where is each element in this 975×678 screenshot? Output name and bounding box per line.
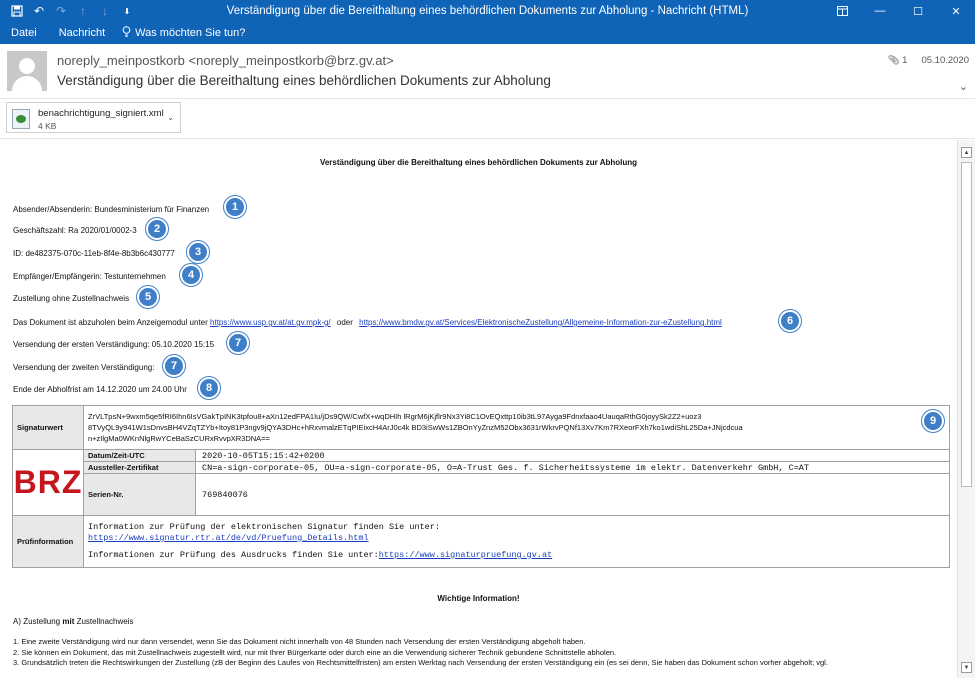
maximize-icon[interactable]: ☐ <box>913 5 923 18</box>
avatar <box>7 51 47 91</box>
section-a-bold: mit <box>62 617 75 626</box>
signature-table <box>12 405 950 568</box>
xml-file-icon <box>12 109 30 129</box>
attachment-item[interactable] <box>6 102 181 133</box>
undo-icon[interactable]: ↶ <box>33 4 45 18</box>
datum-value: 2020-10-05T15:15:42+0200 <box>196 450 950 462</box>
chevron-down-icon[interactable]: ⌄ <box>958 81 968 93</box>
section-a-heading <box>13 617 134 626</box>
info-list <box>13 637 948 669</box>
aussteller-label: Aussteller-Zertifikat <box>84 462 196 474</box>
bmdw-link[interactable]: https://www.bmdw.gv.at/Services/ElektronischeZustellung/Allgemeine-Information-zur-eZustellung.html <box>359 318 722 327</box>
absender-line: Absender/Absenderin: Bundesministerium für Finanzen <box>13 205 210 214</box>
signaturwert-line: 8TVyQL9y941W1sDnvsBH4VZqTZYb+Itoy81P3ngv9jQYA3DHc+hRxvmalzETqPIEixcH4ArJ0c4k BD3iSwWs1ZBOnYyZnzM52Obx3631rWkrvPQNf13Xv7Km7RXeorFXh7ko1wdiShL25Da+JNjcdcua <box>88 423 743 432</box>
up-arrow-icon[interactable]: ↑ <box>80 4 86 18</box>
title-bar <box>0 0 975 22</box>
rtr-link[interactable]: https://www.signatur.rtr.at/de/vd/Pruefung_Details.html <box>88 533 369 543</box>
attachment-filename: benachrichtigung_signiert.xml <box>38 108 164 119</box>
badge-9: 9 <box>922 410 944 432</box>
zweite-verstaendigung-line: Versendung der zweiten Verständigung: <box>13 363 155 372</box>
badge-7: 7 <box>227 332 249 354</box>
empfaenger-line: Empfänger/Empfängerin: Testunternehmen <box>13 272 166 281</box>
message-header <box>0 44 975 99</box>
zustellung-line: Zustellung ohne Zustellnachweis <box>13 294 130 303</box>
aussteller-value: CN=a-sign-corporate-05, OU=a-sign-corporate-05, O=A-Trust Ges. f. Sicherheitssysteme im elektr. Datenverkehr GmbH, C=AT <box>196 462 950 474</box>
datum-label: Datum/Zeit-UTC <box>84 450 196 462</box>
abholfrist-line: Ende der Abholfrist am 14.12.2020 um 24.00 Uhr <box>13 385 187 394</box>
pruef-text-1: Information zur Prüfung der elektronischen Signatur finden Sie unter: <box>88 522 440 532</box>
chevron-down-icon[interactable]: ⌄ <box>167 113 174 122</box>
badge-7b: 7 <box>163 355 185 377</box>
scroll-up-icon[interactable]: ▲ <box>961 147 972 158</box>
badge-3: 3 <box>187 241 209 263</box>
quick-access-toolbar <box>0 0 138 22</box>
serien-value: 769840076 <box>196 474 950 516</box>
badge-8: 8 <box>198 377 220 399</box>
ribbon-tabs <box>0 22 975 44</box>
erste-verstaendigung-line: Versendung der ersten Verständigung: 05.10.2020 15:15 <box>13 340 215 349</box>
attachment-size: 4 KB <box>38 121 57 131</box>
tab-message[interactable]: Nachricht <box>58 27 106 39</box>
usp-link[interactable]: https://www.usp.gv.at/at.gv.mpk-g/ <box>210 318 331 327</box>
customize-icon[interactable]: ⬇ <box>123 6 131 16</box>
attachment-count-value: 1 <box>902 55 908 66</box>
wichtige-information-heading: Wichtige Information! <box>437 594 520 603</box>
id-line: ID: de482375-070c-11eb-8f4e-8b3b6c430777 <box>13 249 175 258</box>
save-icon[interactable] <box>6 0 28 22</box>
paperclip-icon: 📎︎ <box>887 55 900 66</box>
serien-label: Serien-Nr. <box>84 474 196 516</box>
pruefinformation-value <box>84 516 950 568</box>
lightbulb-icon <box>122 26 131 40</box>
pruef-text-2: Informationen zur Prüfung des Ausdrucks finden Sie unter: <box>88 550 379 560</box>
message-body <box>0 140 957 678</box>
brz-logo-text: BRZ <box>13 464 83 500</box>
scroll-thumb[interactable] <box>961 162 972 487</box>
badge-6: 6 <box>779 310 801 332</box>
pruefinformation-label: Prüfinformation <box>13 516 84 568</box>
abholung-prefix: Das Dokument ist abzuholen beim Anzeigemodul unter <box>13 318 208 327</box>
attachment-bar <box>0 99 975 139</box>
redo-icon[interactable]: ↷ <box>55 4 67 18</box>
badge-2: 2 <box>146 218 168 240</box>
abholung-line <box>13 318 722 327</box>
sender[interactable]: noreply_meinpostkorb <noreply_meinpostkorb@brz.gv.at> <box>57 53 394 68</box>
subject: Verständigung über die Bereithaltung eines behördlichen Dokuments zur Abholung <box>57 73 551 88</box>
section-a-suffix: Zustellnachweis <box>74 617 134 626</box>
body-title: Verständigung über die Bereithaltung eines behördlichen Dokuments zur Abholung <box>319 158 638 167</box>
badge-5: 5 <box>137 286 159 308</box>
signaturwert-line: n+zIlgMa0WKnNlgRwYCeBaSzCURxRvvpXR3DNA== <box>88 434 270 443</box>
section-a-prefix: A) Zustellung <box>13 617 63 626</box>
window-controls <box>823 0 975 22</box>
signaturwert-line: ZrVLTpsN+9wxm5qe5fRI6Ihn6IsVGakTpINK3tpfou8+aXn12edFPA1Iu/jDs9QW/CwfX+wqDHIh lRgrM6jKjflr9Nx3Yi8C1OvEQxttp10ib3tL97Ayga9Fdnxfaao4UauqaRthG0joyySk2Z2+uoz3 <box>88 412 702 421</box>
signaturwert-value <box>84 406 950 450</box>
tell-me-label: Was möchten Sie tun? <box>135 27 246 39</box>
signaturpruefung-link[interactable]: https://www.signaturpruefung.gv.at <box>378 550 553 560</box>
geschaeftszahl-line: Geschäftszahl: Ra 2020/01/0002-3 <box>13 226 137 235</box>
header-meta <box>887 55 969 66</box>
tell-me-box[interactable] <box>116 26 245 40</box>
signaturwert-label: Signaturwert <box>13 406 84 450</box>
list-item: 2. Sie können ein Dokument, das mit Zustellnachweis zugestellt wird, nur mit Ihrer Bürgerkarte oder durch eine an die Verwendung sicherer Technik gebundene Schnittstelle abholen. <box>13 647 617 657</box>
tab-file[interactable]: Datei <box>11 27 37 39</box>
oder-text: oder <box>336 318 353 327</box>
scroll-down-icon[interactable]: ▼ <box>961 662 972 673</box>
close-icon[interactable]: ✕ <box>951 5 961 18</box>
ribbon-display-icon[interactable] <box>823 0 861 22</box>
window-title: Verständigung über die Bereithaltung eines behördlichen Dokuments zur Abholung - Nachricht (HTML) <box>226 5 749 17</box>
list-item: 3. Grundsätzlich treten die Rechtswirkungen der Zustellung (zB der Beginn des Laufes von Rechtsmittelfristen) am ersten Werktag nach Versendung der ersten Verständigung ein (es sei denn, Sie haben das Dokument schon vorher abgeholt; vgl. <box>13 658 828 667</box>
attachment-count <box>887 55 907 66</box>
badge-4: 4 <box>180 264 202 286</box>
minimize-icon[interactable]: — <box>874 5 886 17</box>
list-item: 1. Eine zweite Verständigung wird nur dann versendet, wenn Sie das Dokument nicht innerhalb von 48 Stunden nach Versendung der ersten Verständigung abgeholt haben. <box>13 637 586 646</box>
vertical-scrollbar[interactable] <box>957 140 975 678</box>
message-date: 05.10.2020 <box>921 55 969 66</box>
brz-logo <box>13 450 84 516</box>
down-arrow-icon[interactable]: ↓ <box>102 4 108 18</box>
badge-1: 1 <box>224 196 246 218</box>
